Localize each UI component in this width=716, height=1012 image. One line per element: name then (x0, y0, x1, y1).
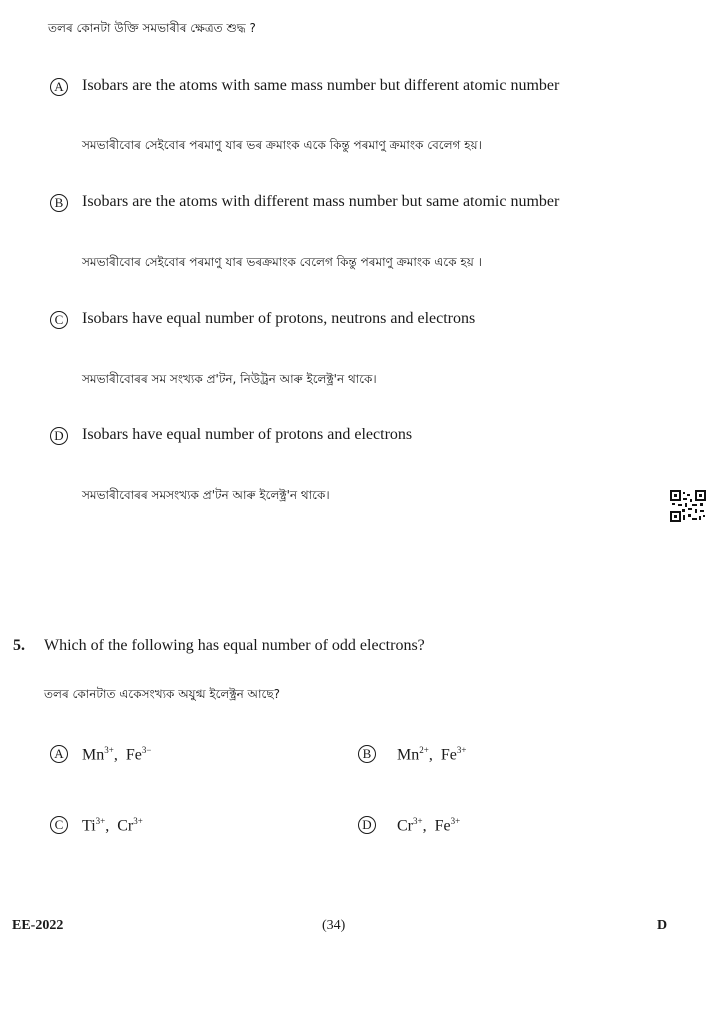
q4-option-d-bengali: সমভাৰীবোৰৰ সমসংখ্যক প্ৰ'টন আৰু ইলেক্ট্ৰ'ন থাকে। (82, 488, 330, 502)
q4-option-d-badge[interactable]: D (50, 427, 68, 445)
q5-option-d-text: $Cr^{3+}$, $Fe^{3+}$ (397, 816, 461, 835)
q5-option-c-text: $Ti^{3+}$, $Cr^{3+}$ (82, 816, 143, 835)
q4-stem-bengali: তলৰ কোনটা উক্তি সমভাৰীৰ ক্ষেত্ৰত শুদ্ধ ? (48, 21, 256, 35)
q5-stem-bengali: তলৰ কোনটাত একেসংখ্যক অযুগ্ম ইলেক্ট্ৰন আছে? (44, 687, 281, 701)
page-number: (34) (322, 918, 346, 933)
q4-option-b-badge[interactable]: B (50, 194, 68, 212)
exam-code: EE-2022 (12, 918, 64, 933)
q4-option-c-badge[interactable]: C (50, 311, 68, 329)
q5-option-b-badge[interactable]: B (358, 745, 376, 763)
q5-stem-english: Which of the following has equal number of odd electrons? (44, 637, 425, 654)
q5-number: 5. (13, 637, 25, 654)
q4-option-c-bengali: সমভাৰীবোৰৰ সম সংখ্যক প্ৰ'টন, নিউট্ৰন আৰু ইলেক্ট্ৰ'ন থাকে। (82, 372, 377, 386)
q4-option-b-bengali: সমভাৰীবোৰ সেইবোৰ পৰমাণু যাৰ ভৰক্ৰমাংক বেলেগ কিন্তু পৰমাণু ক্ৰমাংক একে হয় । (82, 255, 482, 269)
q4-option-c-english: Isobars have equal number of protons, neutrons and electrons (82, 310, 476, 327)
q4-option-d-english: Isobars have equal number of protons and electrons (82, 426, 413, 443)
q4-option-a-bengali: সমভাৰীবোৰ সেইবোৰ পৰমাণু যাৰ ভৰ ক্ৰমাংক একে কিন্তু পৰমাণু ক্ৰমাংক বেলেগ হয়। (82, 138, 482, 152)
q5-option-b-text: $Mn^{2+}$, $Fe^{3+}$ (397, 745, 467, 764)
q4-option-b-english: Isobars are the atoms with different mass number but same atomic number (82, 193, 560, 210)
q5-option-a-text: $Mn^{3+}$, $Fe^{3-}$ (82, 745, 152, 764)
q5-option-a-badge[interactable]: A (50, 745, 68, 763)
q5-option-d-badge[interactable]: D (358, 816, 376, 834)
set-letter: D (657, 918, 668, 933)
qr-code-icon (670, 490, 706, 522)
q5-option-c-badge[interactable]: C (50, 816, 68, 834)
q4-option-a-english: Isobars are the atoms with same mass number but different atomic number (82, 77, 560, 94)
q4-option-a-badge[interactable]: A (50, 78, 68, 96)
